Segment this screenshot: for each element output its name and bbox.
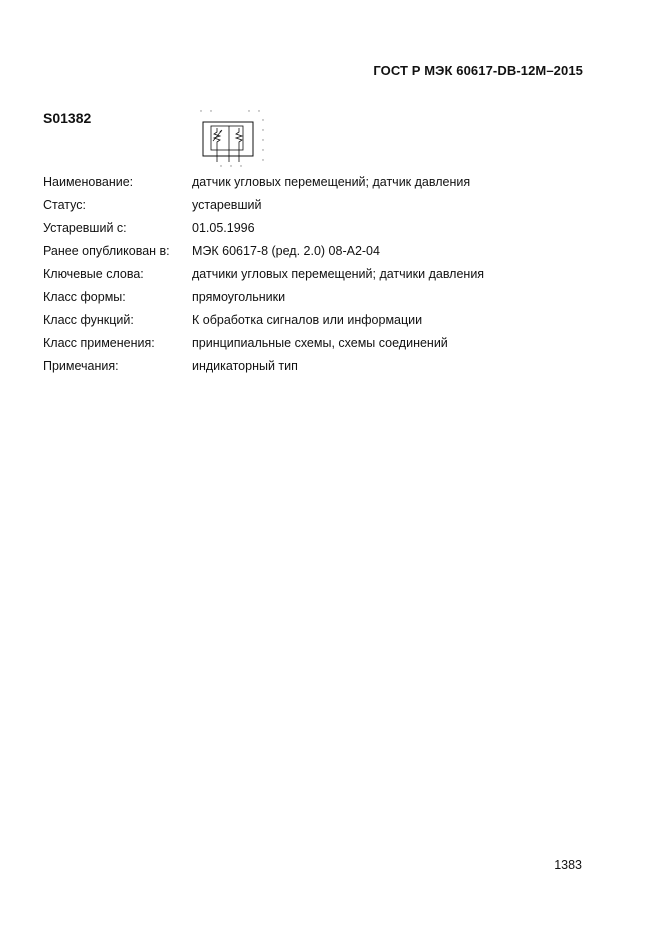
property-key: Статус:	[43, 198, 86, 212]
property-row	[43, 289, 603, 312]
property-value: принципиальные схемы, схемы соединений	[192, 336, 448, 350]
property-row	[43, 197, 603, 220]
property-value: индикаторный тип	[192, 359, 298, 373]
property-key: Наименование:	[43, 175, 134, 189]
property-key: Класс формы:	[43, 290, 126, 304]
standard-header: ГОСТ Р МЭК 60617-DB-12M–2015	[373, 63, 583, 78]
angular-displacement-pressure-sensor-symbol-icon	[197, 108, 267, 168]
property-row	[43, 220, 603, 243]
property-row	[43, 266, 603, 289]
property-row	[43, 312, 603, 335]
property-value: датчики угловых перемещений; датчики давления	[192, 267, 485, 281]
property-key: Класс функций:	[43, 313, 134, 327]
property-value: датчик угловых перемещений; датчик давления	[192, 175, 471, 189]
property-row	[43, 335, 603, 358]
property-row	[43, 243, 603, 266]
property-row	[43, 358, 603, 381]
property-value: МЭК 60617-8 (ред. 2.0) 08-А2-04	[192, 244, 380, 258]
property-value: устаревший	[192, 198, 262, 212]
symbol-properties-table	[43, 174, 603, 381]
property-row	[43, 174, 603, 197]
property-key: Примечания:	[43, 359, 119, 373]
property-value: 01.05.1996	[192, 221, 255, 235]
property-value: К обработка сигналов или информации	[192, 313, 423, 327]
property-value: прямоугольники	[192, 290, 286, 304]
property-key: Устаревший с:	[43, 221, 127, 235]
property-key: Класс применения:	[43, 336, 155, 350]
property-key: Ключевые слова:	[43, 267, 144, 281]
page-number: 1383	[554, 858, 582, 872]
symbol-id: S01382	[43, 110, 92, 126]
property-key: Ранее опубликован в:	[43, 244, 170, 258]
